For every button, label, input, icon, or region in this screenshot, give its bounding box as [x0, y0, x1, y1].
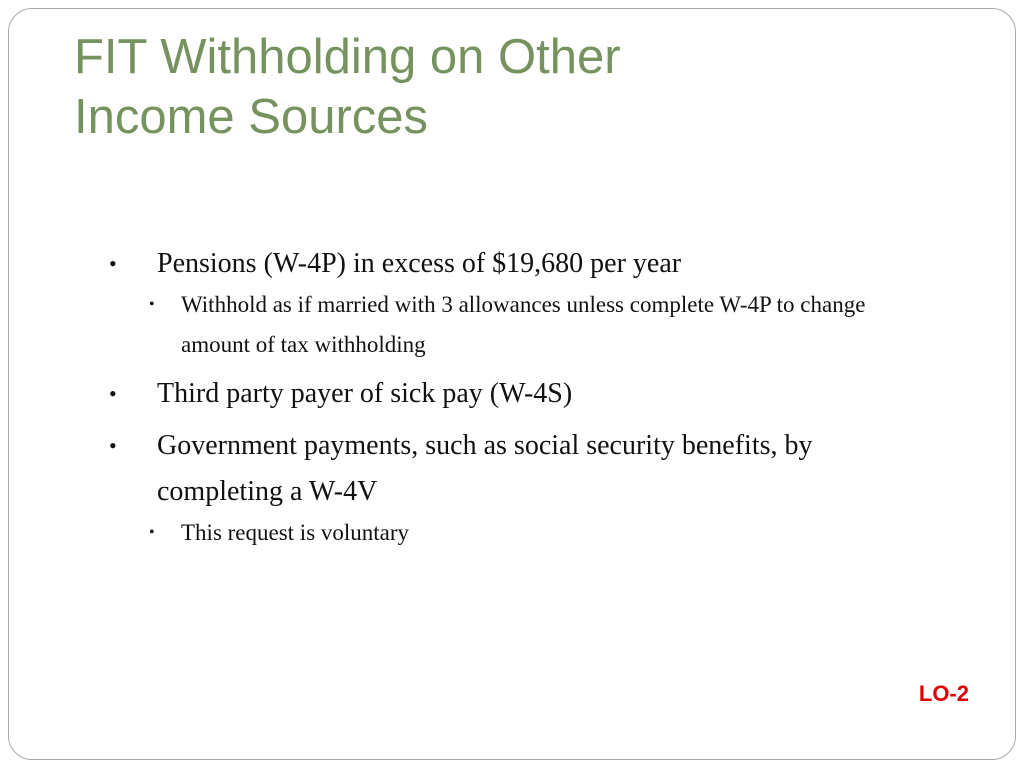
bullet-list [97, 241, 877, 553]
bullet-text: Government payments, such as social security benefits, by completing a W-4V [157, 430, 813, 507]
bullet-icon: • [109, 433, 117, 458]
bullet-icon: • [149, 296, 155, 313]
bullet-text: Withhold as if married with 3 allowances unless complete W-4P to change amount of tax withholding [181, 292, 866, 357]
bullet-text: Third party payer of sick pay (W-4S) [157, 378, 573, 409]
slide-frame [8, 8, 1016, 760]
bullet-item-government-payments [97, 423, 877, 515]
sub-bullet-item-voluntary [97, 513, 877, 553]
sub-bullet-item-withhold [97, 285, 877, 365]
bullet-icon: • [109, 251, 117, 276]
slide-title [74, 27, 954, 147]
slide-title-line-2: Income Sources [74, 90, 429, 144]
bullet-icon: • [109, 381, 117, 406]
bullet-icon: • [149, 524, 155, 541]
learning-objective-label: LO-2 [918, 681, 969, 706]
bullet-item-pensions [97, 241, 877, 287]
bullet-text: Pensions (W-4P) in excess of $19,680 per year [157, 248, 682, 279]
bullet-item-sick-pay [97, 371, 877, 417]
bullet-text: This request is voluntary [181, 520, 410, 545]
slide-title-line-1: FIT Withholding on Other [74, 30, 621, 84]
